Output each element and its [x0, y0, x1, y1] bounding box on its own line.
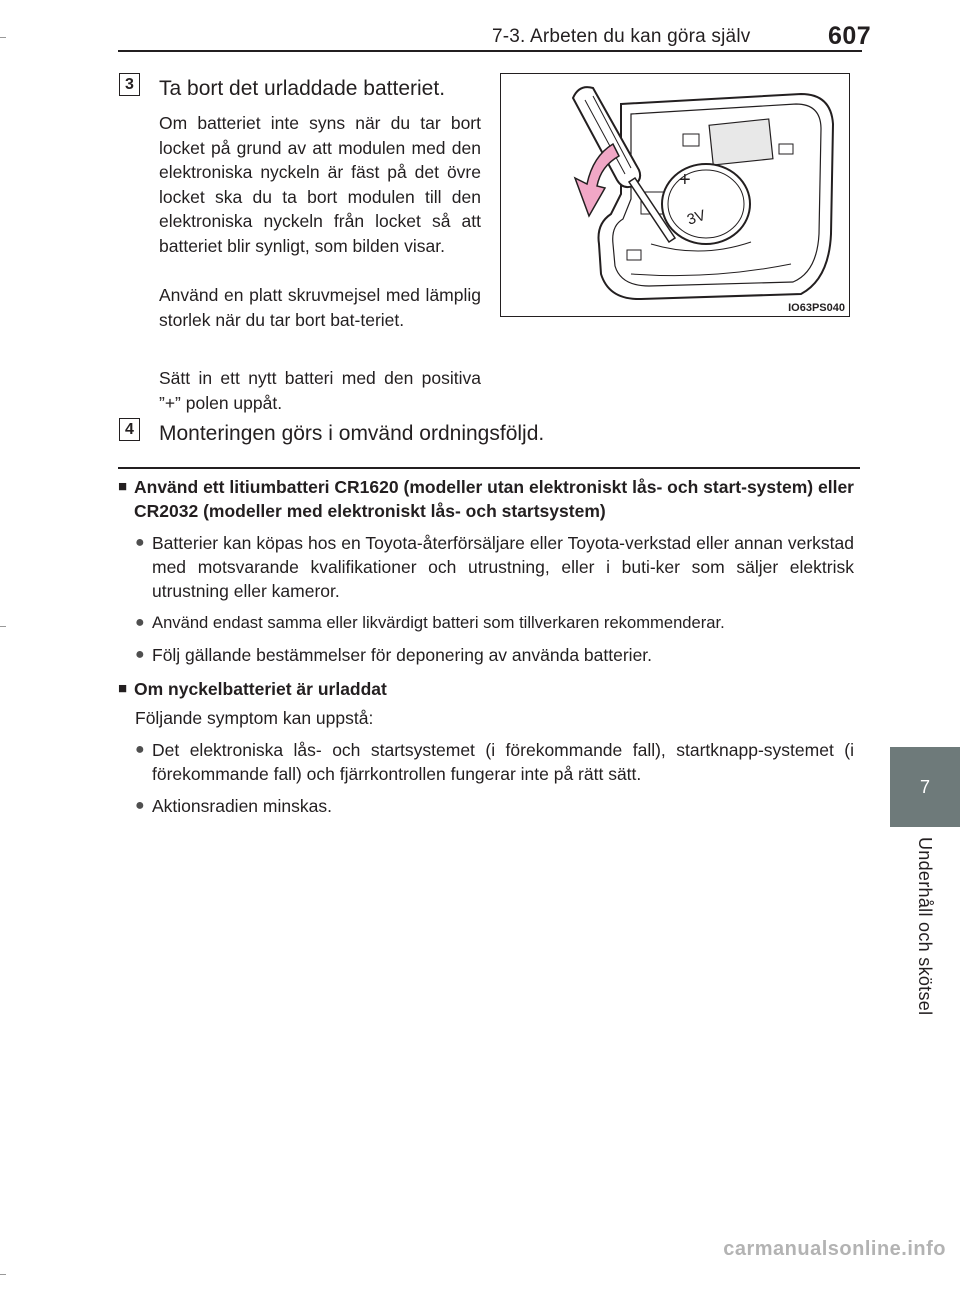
list-item — [135, 738, 854, 786]
list-item-text: Använd endast samma eller likvärdigt batteri som tillverkaren rekommenderar. — [152, 613, 725, 632]
figure-code: IO63PS040 — [788, 302, 845, 314]
list-item — [135, 611, 854, 635]
circle-bullet-icon: ● — [135, 646, 145, 663]
footer — [0, 1238, 960, 1261]
note-heading-text: Använd ett litiumbatteri CR1620 (modeller utan elektroniskt lås- och start-system) eller CR2032 (modeller med elektroniskt lås- och startsystem) — [134, 477, 854, 521]
note-heading-text: Om nyckelbatteriet är urladdat — [134, 679, 387, 699]
list-item-text: Batterier kan köpas hos en Toyota-återförsäljare eller Toyota-verkstad eller annan verkstad med motsvarande kvalifikationer och utrustning, eller i buti-ker som säljer elektrisk utrustning eller kameror. — [152, 533, 854, 601]
chapter-side-label — [890, 827, 960, 1037]
step-title: Ta bort det urladdade batteriet. — [159, 77, 446, 100]
page-number: 607 — [828, 22, 872, 50]
step-number-box: 4 — [119, 418, 140, 441]
step-title: Monteringen görs i omvänd ordningsföljd. — [159, 422, 545, 445]
square-bullet-icon: ■ — [118, 680, 128, 697]
crop-mark — [0, 37, 6, 38]
notes-section — [118, 475, 854, 818]
notes-divider — [118, 467, 860, 469]
step-paragraph: Om batteriet inte syns när du tar bort locket på grund av att modulen med den elektroniska nyckeln är fäst på det övre locket ska du ta bort modulen till den elektroniska nyckeln från locket så att batteriet blir synligt, som bilden visar. — [159, 113, 481, 256]
circle-bullet-icon: ● — [135, 614, 145, 631]
circle-bullet-icon: ● — [135, 741, 145, 758]
list-item — [135, 794, 854, 818]
step-paragraph: Sätt in ett nytt batteri med den positiva ”+” polen uppåt. — [159, 368, 481, 413]
header-rule — [118, 50, 862, 52]
chapter-number: 7 — [919, 777, 930, 797]
watermark-text[interactable]: carmanualsonline.info — [723, 1238, 946, 1260]
battery-removal-illustration — [500, 73, 850, 317]
section-title: 7-3. Arbeten du kan göra själv — [492, 26, 751, 47]
step-paragraph: Använd en platt skruvmejsel med lämplig storlek när du tar bort bat-teriet. — [159, 285, 481, 330]
battery-voltage-mark: 3V — [685, 206, 708, 229]
list-item — [135, 531, 854, 603]
note-intro: Följande symptom kan uppstå: — [135, 708, 374, 728]
square-bullet-icon: ■ — [118, 478, 128, 495]
chapter-title: Underhåll och skötsel — [915, 837, 935, 1016]
circle-bullet-icon: ● — [135, 534, 145, 551]
circle-bullet-icon: ● — [135, 797, 145, 814]
note-heading — [118, 677, 854, 701]
note-heading — [118, 475, 854, 523]
crop-mark — [0, 1274, 6, 1275]
list-item-text: Aktionsradien minskas. — [152, 796, 332, 816]
list-item-text: Det elektroniska lås- och startsystemet (i förekommande fall), startknapp-systemet (i förekommande fall) och fjärrkontrollen fungerar inte på rätt sätt. — [152, 740, 854, 784]
battery-plus-mark: + — [679, 169, 691, 191]
step-number-box: 3 — [119, 73, 140, 96]
key-fob-drawing — [501, 74, 849, 316]
chapter-tab[interactable] — [890, 747, 960, 827]
list-item — [135, 643, 854, 667]
crop-mark — [0, 626, 6, 627]
list-item-text: Följ gällande bestämmelser för deponering av använda batterier. — [152, 645, 653, 665]
